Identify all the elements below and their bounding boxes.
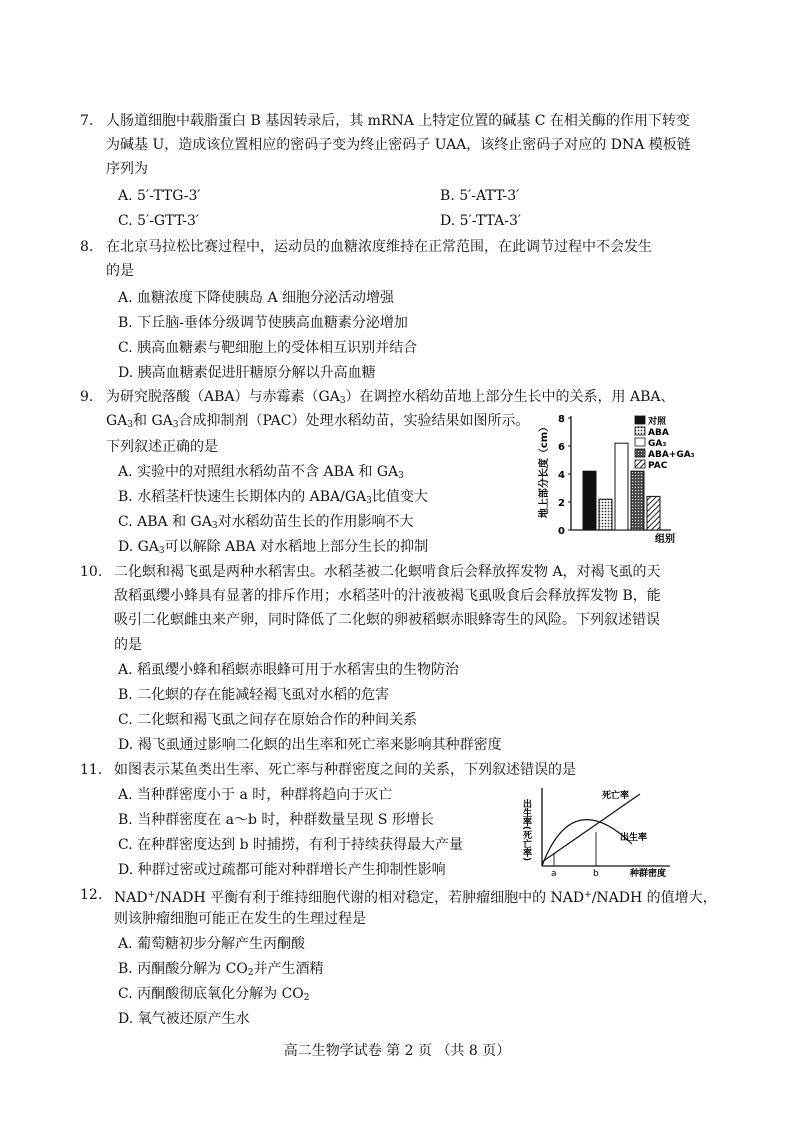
bar-y-tick-label: 8 bbox=[558, 414, 565, 425]
q8-option-d: D. 胰高血糖素促进肝糖原分解以升高血糖 bbox=[118, 365, 376, 381]
q7-stem-line2: 为碱基 U，造成该位置相应的密码子变为终止密码子 UAA，该终止密码子对应的 DNA 模板链 bbox=[106, 137, 691, 153]
q10-stem-line3: 吸引二化螟雌虫来产卵，同时降低了二化螟的卵被稻螟赤眼蜂寄生的风险。下列叙述错误 bbox=[114, 612, 660, 628]
bar-4 bbox=[647, 496, 660, 530]
q11-option-b: B. 当种群密度在 a～b 时，种群数量呈现 S 形增长 bbox=[118, 812, 434, 828]
q11-option-a: A. 当种群密度小于 a 时，种群将趋向于灭亡 bbox=[118, 787, 393, 803]
q10-stem-line1: 二化螟和褐飞虱是两种水稻害虫。水稻茎被二化螟啃食后会释放挥发物 A，对褐飞虱的天 bbox=[114, 564, 661, 580]
q9-stem-line1: 为研究脱落酸（ABA）与赤霉素$(GA_3)$在调控水稻幼苗地上部分生长中的关系，用 ABA、 bbox=[106, 389, 675, 406]
q9-stem-line2: $GA_3$和 $GA_3$合成抑制剂（PAC）处理水稻幼苗，实验结果如图所示。 bbox=[106, 413, 530, 430]
q7-option-d: D. 5′-TTA-3′ bbox=[440, 213, 522, 229]
q9-option-d: D. $GA_3$可以解除 ABA 对水稻地上部分生长的抑制 bbox=[118, 539, 429, 556]
q11-stem-line1: 如图表示某鱼类出生率、死亡率与种群密度之间的关系，下列叙述错误的是 bbox=[114, 762, 576, 778]
q7-option-b: B. 5′-ATT-3′ bbox=[440, 188, 520, 204]
legend-swatch-4 bbox=[635, 460, 645, 468]
legend-swatch-0 bbox=[635, 416, 645, 424]
q7-number: 7. bbox=[80, 113, 94, 129]
bar-0 bbox=[583, 471, 596, 530]
q7-stem-line3: 序列为 bbox=[106, 161, 148, 177]
bar-2 bbox=[615, 443, 628, 530]
legend-label-1: ABA bbox=[648, 428, 669, 438]
bar-x-label: 组别 bbox=[655, 534, 675, 545]
curve-y-label: 出生率(死亡率) bbox=[521, 798, 531, 862]
bar-y-tick-label: 2 bbox=[558, 498, 565, 509]
birth-rate-label: 出生率 bbox=[620, 833, 648, 843]
q9-option-b: B. 水稻茎杆快速生长期体内的 ABA/$GA_3$比值变大 bbox=[118, 489, 428, 506]
q8-number: 8. bbox=[80, 239, 94, 255]
q12-option-c: C. 丙酮酸彻底氧化分解为 $CO_2$ bbox=[118, 986, 310, 1003]
bar-y-tick-label: 4 bbox=[558, 470, 565, 481]
q7-option-a: A. 5′-TTG-3′ bbox=[118, 188, 201, 204]
q11-number: 11. bbox=[80, 762, 103, 778]
q7-option-c: C. 5′-GTT-3′ bbox=[118, 213, 200, 229]
bar-y-tick-label: 0 bbox=[558, 526, 565, 537]
legend-swatch-3 bbox=[635, 449, 645, 457]
birth-rate-curve bbox=[542, 820, 632, 866]
legend-label-4: PAC bbox=[648, 461, 668, 471]
q8-option-a: A. 血糖浓度下降使胰岛 A 细胞分泌活动增强 bbox=[118, 290, 395, 306]
q11-option-c: C. 在种群密度达到 b 时捕捞，有利于持续获得最大产量 bbox=[118, 837, 463, 853]
q10-number: 10. bbox=[80, 564, 103, 580]
q12-option-d: D. 氧气被还原产生水 bbox=[118, 1011, 250, 1027]
q8-option-b: B. 下丘脑-垂体分级调节使胰高血糖素分泌增加 bbox=[118, 315, 408, 331]
q9-number: 9. bbox=[80, 389, 94, 405]
legend-label-2: GA₃ bbox=[648, 439, 667, 449]
bar-1 bbox=[599, 499, 612, 530]
q10-option-d: D. 褐飞虱通过影响二化螟的出生率和死亡率来影响其种群密度 bbox=[118, 737, 502, 753]
bar-3 bbox=[631, 471, 644, 530]
q7-stem-line1: 人肠道细胞中载脂蛋白 B 基因转录后，其 mRNA 上特定位置的碱基 C 在相关酶的作用下转变 bbox=[106, 113, 690, 129]
bar-y-tick-label: 6 bbox=[558, 442, 565, 453]
q8-option-c: C. 胰高血糖素与靶细胞上的受体相互识别并结合 bbox=[118, 340, 418, 356]
q10-stem-line4: 的是 bbox=[114, 637, 142, 653]
legend-swatch-1 bbox=[635, 427, 645, 435]
q8-stem-line2: 的是 bbox=[106, 263, 134, 279]
bar-y-label: 地上部分长度（cm） bbox=[539, 421, 550, 519]
legend-swatch-2 bbox=[635, 438, 645, 446]
q9-bar-chart bbox=[535, 408, 725, 548]
q8-stem-line1: 在北京马拉松比赛过程中，运动员的血糖浓度维持在正常范围，在此调节过程中不会发生 bbox=[106, 239, 652, 255]
curve-x-label: 种群密度 bbox=[630, 869, 667, 878]
mark-a-label: a bbox=[551, 869, 557, 878]
mark-b-label: b bbox=[593, 869, 599, 878]
legend-label-3: ABA+GA₃ bbox=[648, 450, 695, 460]
q12-number: 12. bbox=[80, 887, 103, 903]
q9-stem-line3: 下列叙述正确的是 bbox=[106, 439, 218, 455]
q12-stem-line2: 则该肿瘤细胞可能正在发生的生理过程是 bbox=[114, 911, 366, 927]
q12-option-a: A. 葡萄糖初步分解产生丙酮酸 bbox=[118, 936, 306, 952]
death-rate-line bbox=[542, 794, 640, 862]
q10-stem-line2: 敌稻虱缨小蜂具有显著的排斥作用；水稻茎叶的汁液被褐飞虱吸食后会释放挥发物 B，能 bbox=[114, 588, 661, 604]
q12-stem-line1: NAD+/NADH 平衡有利于维持细胞代谢的相对稳定，若肿瘤细胞中的 NAD+/NADH 的值增大， bbox=[114, 890, 717, 906]
q10-option-c: C. 二化螟和褐飞虱之间存在原始合作的种间关系 bbox=[118, 712, 418, 728]
q9-option-a: A. 实验中的对照组水稻幼苗不含 ABA 和 $GA_3$ bbox=[118, 464, 404, 481]
q11-option-d: D. 种群过密或过疏都可能对种群增长产生抑制性影响 bbox=[118, 862, 446, 878]
legend-label-0: 对照 bbox=[648, 417, 667, 427]
q10-option-a: A. 稻虱缨小蜂和稻螟赤眼蜂可用于水稻害虫的生物防治 bbox=[118, 662, 460, 678]
q11-curve-chart bbox=[520, 782, 680, 878]
death-rate-label: 死亡率 bbox=[602, 791, 630, 801]
q10-option-b: B. 二化螟的存在能减轻褐飞虱对水稻的危害 bbox=[118, 687, 390, 703]
page-footer: 高二生物学试卷 第 2 页 （共 8 页） bbox=[283, 1043, 511, 1059]
q9-option-c: C. ABA 和 $GA_3$对水稻幼苗生长的作用影响不大 bbox=[118, 514, 414, 531]
q12-option-b: B. 丙酮酸分解为 $CO_2$并产生酒精 bbox=[118, 961, 324, 978]
